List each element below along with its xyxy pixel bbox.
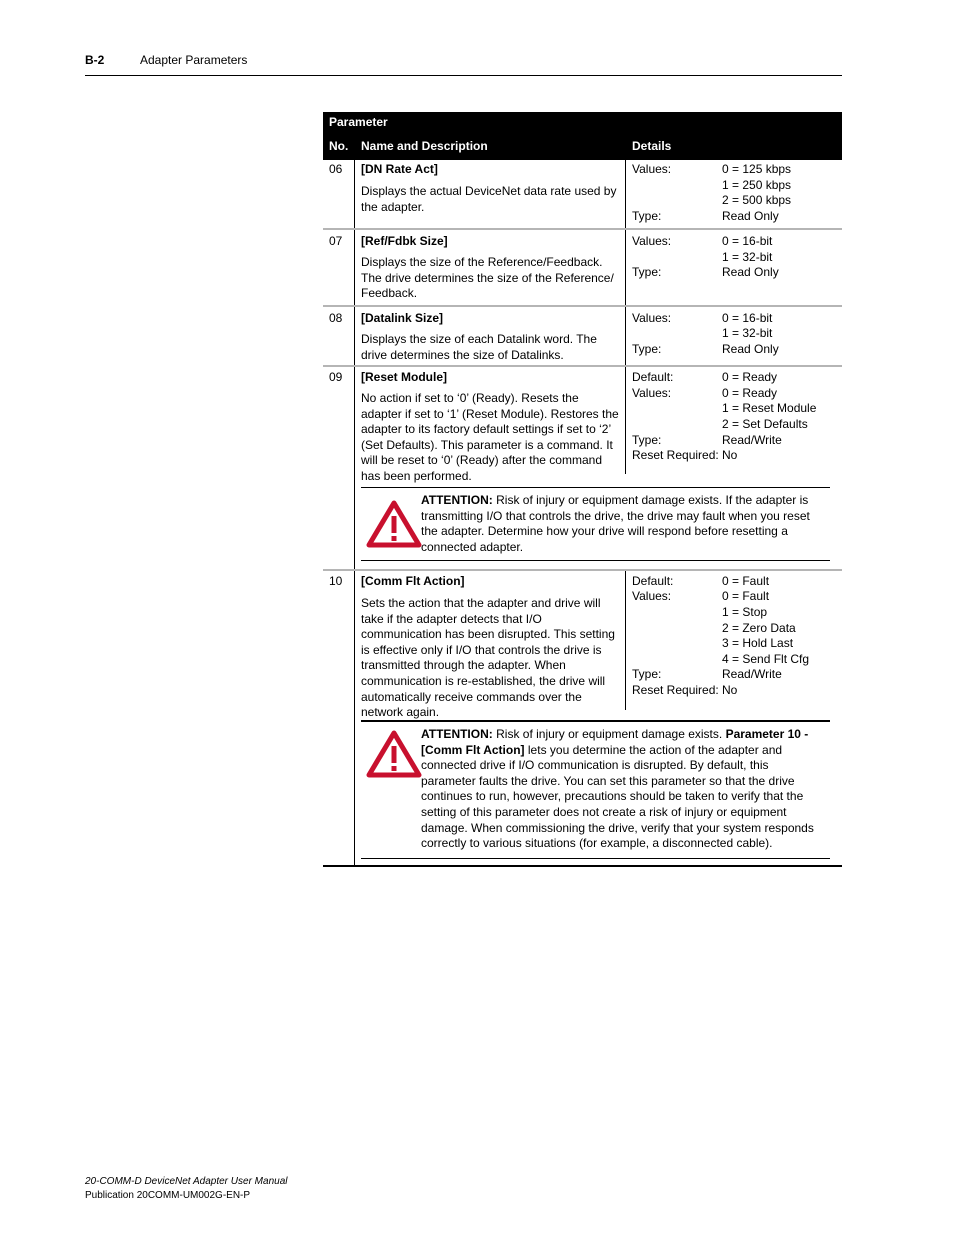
header-rule: [85, 75, 842, 76]
detail-label: Values:: [632, 162, 672, 176]
detail-label: Type:: [632, 433, 662, 447]
warning-triangle-icon: [366, 730, 422, 778]
detail-value: 1 = 32-bit: [722, 326, 773, 340]
detail-label: Type:: [632, 667, 662, 681]
param-description: Sets the action that the adapter and drive will take if the adapter detects that I/O communication has been disrupted. This setting is effective only if I/O that controls the drive is transmitted through the adapter. When communication is re-established, the drive will automatically receive commands over the network again.: [361, 596, 615, 720]
detail-value: 1 = 32-bit: [722, 250, 773, 264]
detail-value: Read Only: [722, 265, 779, 279]
header-details: Details: [632, 139, 672, 153]
parameter-table: [323, 112, 842, 851]
header-name-description: Name and Description: [361, 139, 488, 153]
detail-value: Read/Write: [722, 667, 782, 681]
attention-text: ATTENTION: Risk of injury or equipment damage exists. Parameter 10 - [Comm Flt Action] lets you determine the action of the adapter and connected drive if I/O communication is disrupted. By default, this parameter faults the drive. You can set this parameter so that the drive continues to run, however, precautions should be taken to verify that the setting of this parameter does not create a risk of injury or equipment damage. When commissioning the drive, verify that your system responds correctly to various situations (for example, a disconnected cable).: [421, 727, 814, 851]
detail-label: Values:: [632, 234, 672, 248]
detail-label: Default:: [632, 574, 674, 588]
warning-triangle-icon: [366, 500, 422, 548]
detail-value: 2 = Zero Data: [722, 621, 796, 635]
param-name: [DN Rate Act]: [361, 162, 438, 176]
table-row: [323, 160, 842, 230]
detail-label: Values:: [632, 311, 672, 325]
detail-value: 1 = Stop: [722, 605, 768, 619]
attention-label: ATTENTION:: [421, 493, 493, 507]
detail-value: Read/Write: [722, 433, 782, 447]
param-name: [Comm Flt Action]: [361, 574, 465, 588]
table-bottom-rule: [323, 865, 842, 867]
detail-value: No: [722, 448, 738, 462]
attention-label: ATTENTION:: [421, 727, 493, 741]
detail-label: Reset Required:: [632, 448, 719, 462]
param-number: 06: [329, 162, 343, 176]
footer-publication: Publication 20COMM-UM002G-EN-P: [85, 1190, 251, 1201]
param-number: 07: [329, 234, 343, 248]
detail-label: Type:: [632, 342, 662, 356]
param-name: [Ref/Fdbk Size]: [361, 234, 448, 248]
attention-text: ATTENTION: Risk of injury or equipment damage exists. If the adapter is transmitting I/O that controls the drive, the drive may fault when you reset the adapter. Determine how your drive will respond before resetting a connected adapter.: [421, 493, 810, 554]
detail-value: 0 = 16-bit: [722, 311, 773, 325]
table-row: [323, 307, 842, 367]
header-parameter: Parameter: [329, 115, 388, 129]
page-number: B-2: [85, 53, 105, 67]
footer-manual-title: 20-COMM-D DeviceNet Adapter User Manual: [85, 1176, 288, 1187]
section-title: Adapter Parameters: [140, 53, 248, 67]
detail-value: 0 = 16-bit: [722, 234, 773, 248]
detail-value: 2 = 500 kbps: [722, 193, 792, 207]
detail-value: No: [722, 683, 738, 697]
detail-label: Values:: [632, 589, 672, 603]
header-no: No.: [329, 139, 349, 153]
detail-value: 0 = Ready: [722, 386, 778, 400]
param-number: 10: [329, 574, 343, 588]
table-row: [323, 571, 842, 866]
detail-value: 0 = Fault: [722, 589, 770, 603]
detail-value: Read Only: [722, 209, 779, 223]
param-description: Displays the size of the Reference/Feedback. The drive determines the size of the Reference/ Feedback.: [361, 255, 614, 301]
detail-label: Default:: [632, 370, 674, 384]
detail-label: Type:: [632, 265, 662, 279]
attention-box: [361, 720, 830, 859]
detail-value: 4 = Send Flt Cfg: [722, 652, 810, 666]
table-row: [323, 367, 842, 571]
param-description: Displays the size of each Datalink word. The drive determines the size of Datalinks.: [361, 332, 597, 362]
param-name: [Reset Module]: [361, 370, 448, 384]
detail-label: Values:: [632, 386, 672, 400]
detail-value: 2 = Set Defaults: [722, 417, 808, 431]
table-row: [323, 230, 842, 307]
detail-label: Reset Required:: [632, 683, 719, 697]
detail-value: Read Only: [722, 342, 779, 356]
detail-value: 1 = Reset Module: [722, 401, 817, 415]
param-description: Displays the actual DeviceNet data rate used by the adapter.: [361, 184, 617, 214]
detail-value: 0 = Fault: [722, 574, 770, 588]
attention-box: [361, 487, 830, 561]
detail-value: 3 = Hold Last: [722, 636, 794, 650]
detail-label: Type:: [632, 209, 662, 223]
param-number: 09: [329, 370, 343, 384]
table-header: [323, 112, 842, 160]
detail-value: 0 = 125 kbps: [722, 162, 792, 176]
param-name: [Datalink Size]: [361, 311, 444, 325]
param-number: 08: [329, 311, 343, 325]
detail-value: 0 = Ready: [722, 370, 778, 384]
detail-value: 1 = 250 kbps: [722, 178, 792, 192]
param-description: No action if set to ‘0’ (Ready). Resets the adapter if set to ‘1’ (Reset Module). Restores the adapter to its factory default settings if set to ‘2’ (Set Defaults). This parameter is a command. It will be reset to ‘0’ (Ready) after the command has been performed.: [361, 391, 619, 483]
